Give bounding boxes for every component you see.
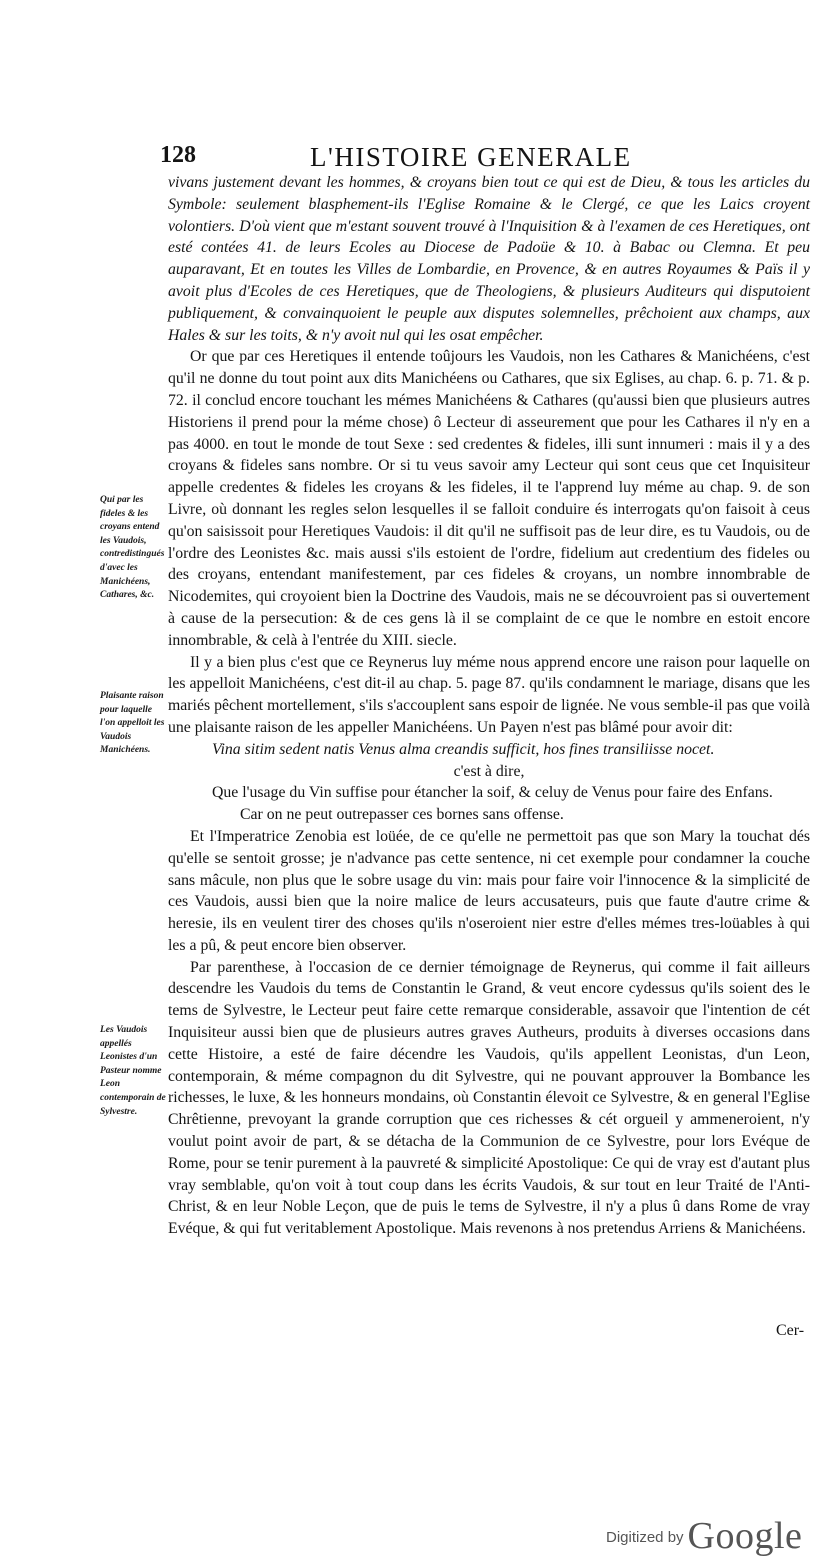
paragraph-continued-quote: vivans justement devant les hommes, & croyans bien tout ce qui est de Dieu, & tous les articles du Symbole: seulement blasphement-ils l'Eglise Romaine & le Clergé, ce que les Laics croyent volontiers. D'où vient que m'estant souvent trouvé à l'Inquisition & à l'examen de ces Heretiques, ont esté contées 41. de leurs Ecoles au Diocese de Padoüe & 10. à Babac ou Clemna. Et peu auparavant, Et en toutes les Villes de Lombardie, en Provence, & en autres Royaumes & Païs il y avoit plus d'Ecoles de ces Heretiques, que de Theologiens, & plusieurs Auditeurs qui disputoient publiquement, & convainquoient le peuple aux disputes solemnelles, prêchoient aux champs, aux Hales & sur les toits, & n'y avoit nul qui les osat empêcher. [168, 174, 810, 344]
running-title: L'HISTOIRE GENERALE [310, 142, 632, 172]
verse-translation-1: Que l'usage du Vin suffise pour étancher la soif, & celuy de Venus pour faire des Enfans. [212, 784, 773, 802]
google-logo: Google [687, 1515, 803, 1557]
digitized-by-watermark [606, 1514, 802, 1558]
watermark-prefix: Digitized by [606, 1529, 684, 1546]
latin-verse: Vina sitim sedent natis Venus alma creandis sufficit, hos fines transiliisse nocet. [212, 740, 715, 758]
margin-note-leonistes: Les Vaudois appellés Leonistes d'un Pasteur nomme Leon contemporain de Sylvestre. [100, 1025, 166, 1117]
paragraph-manicheens-raison: Il y a bien plus c'est que ce Reynerus luy méme nous apprend encore une raison pour laquelle on les appelloit Manichéens, c'est dit-il au chap. 5. page 87. qu'ils condamnent le mariage, disans que les mariés pêchent mortellement, s'ils s'accouplent sans espoir de lignée. Ne vous semble-il pas que voilà une plaisante raison de les appeller Manichéens. Un Payen n'est pas blâmé pour avoir dit: [168, 653, 810, 736]
running-header [160, 142, 810, 174]
verse-translation-2: Car on ne peut outrepasser ces bornes sans offense. [240, 806, 564, 824]
page-number: 128 [160, 142, 196, 168]
margin-note-fideles: Qui par les fideles & les croyans entend les Vaudois, contredistingués d'avec les Manichéens, Cathares, &c. [100, 495, 165, 601]
catchword: Cer- [776, 1322, 805, 1339]
paragraph-parenthese: Par parenthese, à l'occasion de ce dernier témoignage de Reynerus, qui comme il fait ailleurs descendre les Vaudois du tems de Constantin le Grand, & veut encore cydessus qu'ils soient des le tems de Sylvestre, le Lecteur peut faire cette remarque considerable, assavoir que l'intention de cét Inquisiteur aussi bien que de plusieurs autres graves Autheurs, produits à diverses occasions dans cette Histoire, a esté de faire décendre les Vaudois, qu'ils appellent Leonistas, d'un Leon, contemporain, & méme compagnon du dit Sylvestre, qui ne pouvant approuver la Bombance les richesses, le luxe, & les honneurs mondains, où Constantin élevoit ce Sylvestre, & en general l'Eglise Chrêtienne, prevoyant la grande corruption que ces richesses & cét orgueil y ammeneroient, n'y voulut point avoir de part, & se détacha de la Communion de ce Sylvestre, pour lors Evéque de Rome, pour se tenir purement à la pauvreté & simplicité Apostolique: Ce qui de vray est d'autant plus vray semblable, qu'on voit à tout coup dans les écrits Vaudois, & sur tout en leur Traité de l'Anti-Christ, & en leur Noble Leçon, que de puis le tems de Sylvestre, il n'y a plus û dans Rome de vray Evéque, & qui fut veritablement Apostolique. Mais revenons à nos pretendus Arriens & Manichéens. [168, 958, 810, 1238]
paragraph-heretiques-vaudois: Or que par ces Heretiques il entende toûjours les Vaudois, non les Cathares & Manichéens, c'est qu'il ne donne du tout point aux dits Manichéens ou Cathares, que six Eglises, au chap. 6. p. 71. & p. 72. il conclud encore touchant les mémes Manichéens & Cathares (qu'aussi bien que plusieurs autres Historiens il prend pour la méme chose) ô Lecteur di asseurement que pour les Cathares il n'y en a pas 4000. en tout le monde de tout Sexe : sed credentes & fideles, illi sunt innumeri : mais il y a des croyans & fideles sans nombre. Or si tu veus savoir amy Lecteur qui sont ceus que cet Inquisiteur appelle credentes & fideles les croyans & les fideles, il te l'apprend luy méme au chap. 9. de son Livre, où donnant les regles selon lesquelles il se falloit conduire és interrogats qu'on faisoit à ceus qu'on saisissoit pour Heretiques Vaudois: il dit qu'il ne suffisoit pas de leur dire, es tu Vaudois, ou de l'ordre des Leonistes &c. mais aussi s'ils estoient de l'ordre, fidelium aut credentium des fideles ou des croyans, entendant manifestement, par ces fideles & croyans, un nombre innombrable de Nicodemites, qui croyoient bien la Doctrine des Vaudois, mais ne se découvroient pas si ouvertement à cause de la persecution: & de ces gens là il se complaint de ce que le nombre en estoit encore innombrable, & celà à l'entrée du XIII. siecle. [168, 348, 810, 649]
paragraph-zenobia: Et l'Imperatrice Zenobia est loüée, de ce qu'elle ne permettoit pas que son Mary la touchat dés qu'elle se sentoit grosse; je n'advance pas cette sentence, ni cet exemple pour condamner la couche sans mâcule, non plus que le sobre usage du vin: mais pour faire voir l'innocence & la simplicité de ces Vaudois, aussi bien que la noire malice de leurs accusateurs, puis que faute d'autre crime & heresie, ils en veulent tirer des choses qu'ils n'oseroient nier estre d'elles mémes tres-loüables à qui les a pû, & peut encore bien observer. [168, 827, 810, 954]
verse-intro: c'est à dire, [453, 762, 525, 780]
margin-note-plaisante-raison: Plaisante raison pour laquelle l'on appelloit les Vaudois Manichéens. [100, 691, 165, 756]
main-text [168, 172, 810, 1240]
